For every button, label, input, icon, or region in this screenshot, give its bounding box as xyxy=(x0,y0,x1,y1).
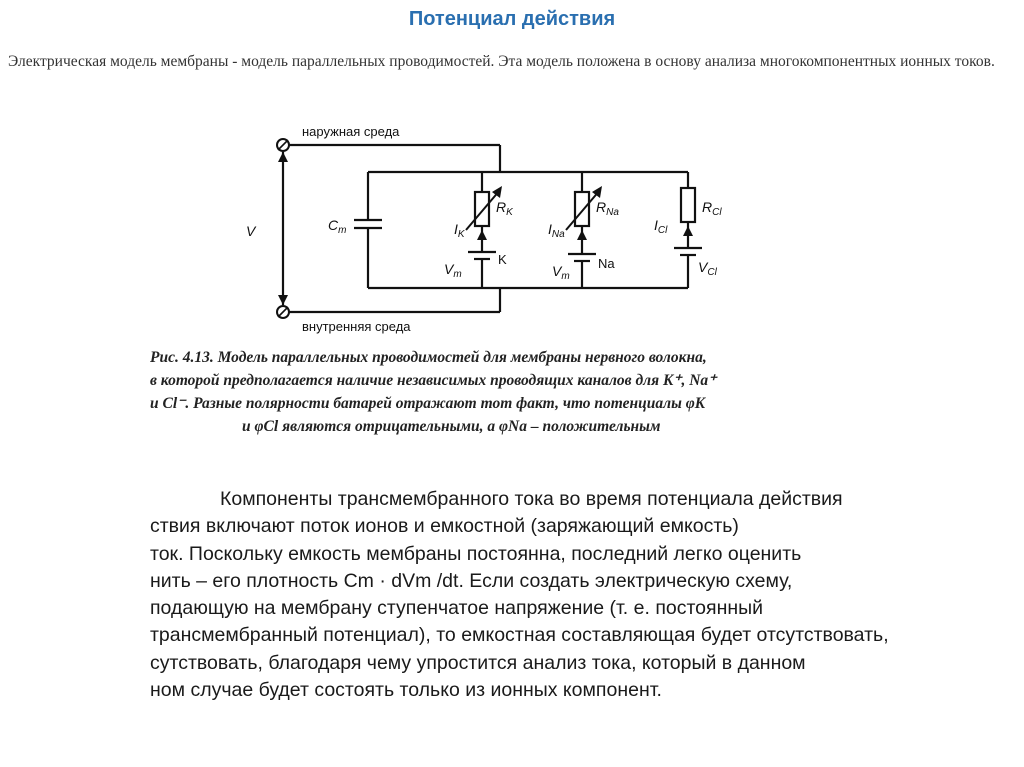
ina-label: $I_{Na}$ xyxy=(548,221,565,240)
ik-arrowhead xyxy=(477,230,487,240)
k-battery-label: K xyxy=(498,252,507,267)
body-line-4: нить – его плотность Cm · dVm /dt. Если создать электрическую схему, xyxy=(150,569,793,592)
caption-line-2: в которой предполагается наличие независимых проводящих каналов для K⁺, Na⁺ xyxy=(150,372,717,389)
body-paragraph xyxy=(150,486,889,704)
ina-arrowhead xyxy=(577,230,587,240)
circuit-svg xyxy=(230,112,750,338)
body-line-5: подающую на мембрану ступенчатое напряжение (т. е. постоянный xyxy=(150,597,764,620)
body-line-8: ном случае будет состоять только из ионных компонент. xyxy=(150,679,662,702)
rk-label: $R_K$ xyxy=(496,199,513,218)
body-line-3: ток. Поскольку емкость мембраны постоянна, последний легко оценить xyxy=(150,542,802,565)
icl-label: $I_{Cl}$ xyxy=(654,217,668,236)
caption-line-3: и Cl⁻. Разные полярности батарей отражают тот факт, что потенциалы φK xyxy=(150,395,706,412)
intro-paragraph: Электрическая модель мембраны - модель параллельных проводимостей. Эта модель положена в основу анализа многокомпонентных ионных токов. xyxy=(8,53,995,70)
na-battery-label: Na xyxy=(598,256,615,271)
outer-medium-label: наружная среда xyxy=(302,124,400,139)
vm-na-label: $V_m$ xyxy=(552,263,570,282)
caption-label: Рис. 4.13. xyxy=(150,349,214,366)
variable-resistor-arrows xyxy=(466,190,600,230)
caption-line-1: Рис. 4.13. Модель параллельных проводимостей для мембраны нервного волокна, xyxy=(150,349,707,366)
vcl-label: $V_{Cl}$ xyxy=(698,259,717,278)
figure-caption xyxy=(150,346,830,438)
caption-line-4: и φCl являются отрицательными, а φNa – положительным xyxy=(242,418,661,435)
icl-arrowhead xyxy=(683,226,693,236)
slide-title: Потенциал действия xyxy=(408,8,616,30)
body-line-6: трансмембранный потенциал), то емкостная составляющая будет отсутствовать, xyxy=(150,624,889,647)
v-arrow-up xyxy=(278,152,288,162)
vm-k-label: $V_m$ xyxy=(444,261,462,280)
v-arrow-down xyxy=(278,295,288,305)
ik-label: $I_K$ xyxy=(454,221,465,240)
voltage-label: V xyxy=(246,223,256,239)
body-line-1: Компоненты трансмембранного тока во время потенциала действия xyxy=(220,488,843,510)
rna-label: $R_{Na}$ xyxy=(596,199,619,218)
capacitor-label: $C_m$ xyxy=(328,217,347,236)
inner-medium-label: внутренняя среда xyxy=(302,319,411,334)
circuit-diagram xyxy=(230,112,750,338)
body-line-7: сутствовать, благодаря чему упростится анализ тока, который в данном xyxy=(150,651,806,674)
body-line-2: ствия включают поток ионов и емкостной (заряжающий емкость) xyxy=(150,515,739,538)
rcl-label: $R_{Cl}$ xyxy=(702,199,722,218)
